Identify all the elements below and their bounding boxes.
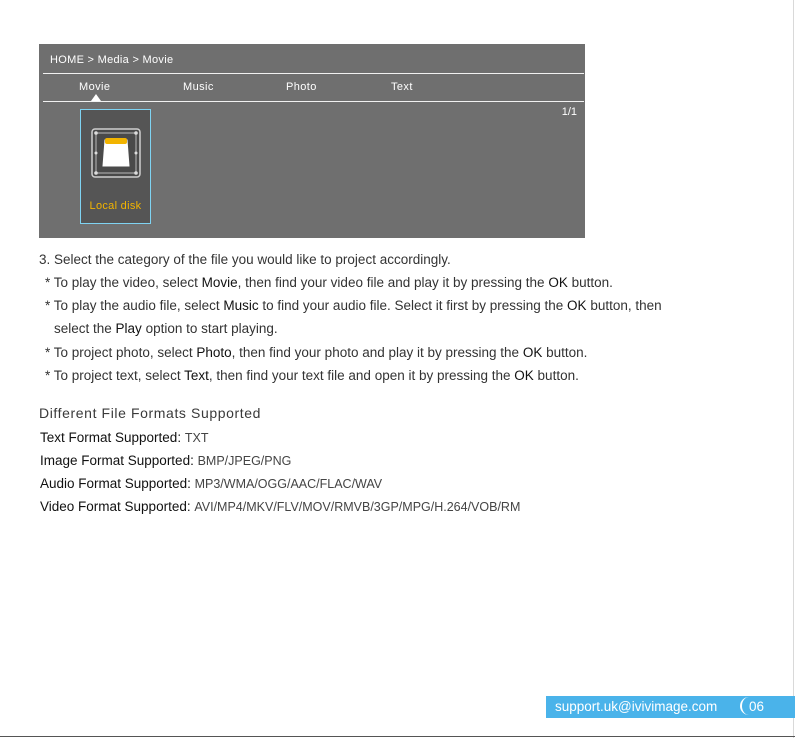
text: button. (533, 368, 579, 383)
keyword: OK (522, 345, 543, 360)
support-email-link[interactable]: support.uk@ivivimage.com (555, 699, 718, 714)
page-bottom-rule (0, 736, 795, 737)
format-value: AVI/MP4/MKV/FLV/MOV/RMVB/3GP/MPG/H.264/VOB/RM (194, 500, 521, 514)
text: to find your audio file. Select it first by pressing the (258, 298, 568, 313)
tile-label: Local disk (89, 200, 142, 212)
format-label: Image Format Supported: (40, 453, 194, 468)
text: * To play the audio file, select (45, 298, 224, 313)
tab-music[interactable]: Music (183, 81, 214, 93)
text: option to start playing. (141, 321, 278, 336)
instruction-text (45, 368, 579, 383)
text: , then find your photo and play it by pressing the (231, 345, 523, 360)
step-three-text: 3. Select the category of the file you would like to project accordingly. (39, 252, 451, 267)
footer-bar (546, 696, 795, 718)
instruction-music (45, 298, 662, 313)
keyword: OK (514, 368, 534, 383)
tab-photo[interactable]: Photo (286, 81, 317, 93)
page-number: 06 (740, 697, 771, 715)
format-label: Text Format Supported: (40, 430, 182, 445)
format-video (40, 499, 520, 514)
text: , then find your video file and play it by pressing the (237, 275, 549, 290)
page-counter: 1/1 (561, 106, 577, 118)
text: button. (542, 345, 588, 360)
format-image (40, 453, 291, 468)
text: * To project text, select (45, 368, 185, 383)
keyword: Play (115, 321, 142, 336)
text: * To project photo, select (45, 345, 197, 360)
text: button. (567, 275, 613, 290)
text: button, then (586, 298, 662, 313)
keyword: OK (548, 275, 568, 290)
keyword: Music (223, 298, 259, 313)
text: , then find your text file and open it by pressing the (208, 368, 515, 383)
media-browser-screen (39, 44, 585, 238)
text: select the (54, 321, 116, 336)
format-value: BMP/JPEG/PNG (197, 454, 292, 468)
format-audio (40, 476, 382, 491)
tab-text[interactable]: Text (391, 81, 413, 93)
format-text (40, 430, 208, 445)
instruction-movie (45, 275, 613, 290)
divider (43, 73, 584, 74)
keyword: OK (567, 298, 587, 313)
keyword: Photo (196, 345, 232, 360)
local-disk-tile[interactable] (80, 109, 151, 224)
instruction-photo (45, 345, 587, 360)
page-edge (793, 0, 794, 738)
divider (43, 101, 584, 102)
keyword: Movie (201, 275, 238, 290)
format-value: TXT (184, 431, 209, 445)
keyword: Text (184, 368, 209, 383)
format-label: Video Format Supported: (40, 499, 191, 514)
instruction-music-continued (54, 321, 278, 336)
tab-movie[interactable]: Movie (79, 81, 111, 93)
format-label: Audio Format Supported: (40, 476, 191, 491)
text: * To play the video, select (45, 275, 202, 290)
selected-tab-indicator (91, 94, 101, 101)
breadcrumb: HOME > Media > Movie (50, 54, 174, 66)
section-title: Different File Formats Supported (39, 405, 262, 421)
format-value: MP3/WMA/OGG/AAC/FLAC/WAV (194, 477, 383, 491)
hard-disk-icon (91, 128, 141, 183)
